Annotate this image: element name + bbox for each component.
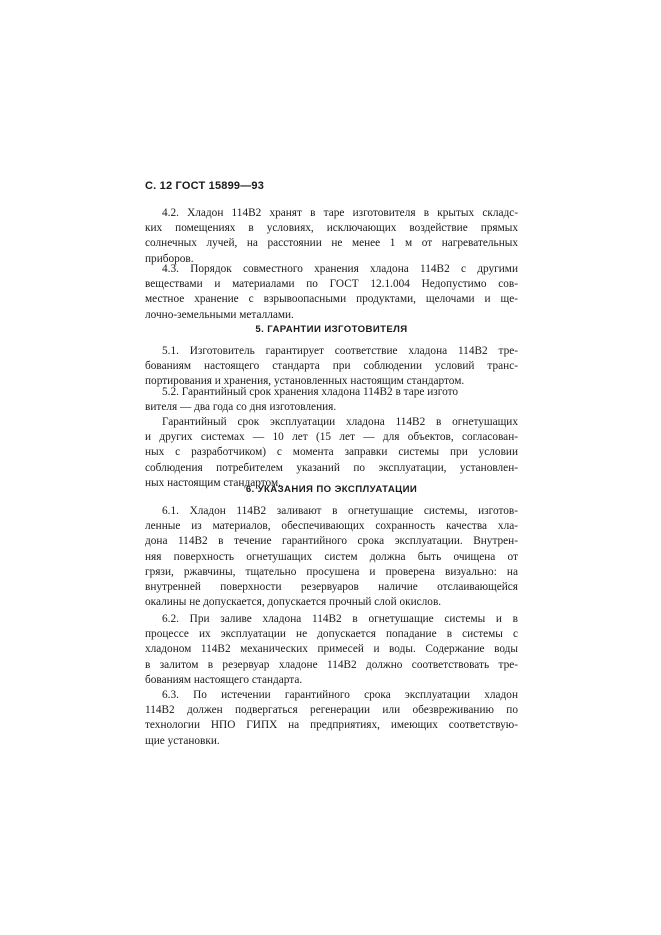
text-line: в залитом в резервуар хладоне 114В2 должно соответствовать тре-	[145, 658, 518, 671]
text-line: няя поверхность огнетушащих систем должна быть очищена от	[145, 550, 518, 563]
section-6-title: 6. УКАЗАНИЯ ПО ЭКСПЛУАТАЦИИ	[245, 484, 418, 495]
paragraph-4-3	[145, 262, 518, 323]
text-line: ных настоящим стандартом.	[145, 476, 281, 489]
paragraph-6-1	[145, 504, 518, 610]
section-5-title: 5. ГАРАНТИИ ИЗГОТОВИТЕЛЯ	[255, 324, 408, 335]
text-line: веществами и материалами по ГОСТ 12.1.004 Недопустимо сов-	[145, 278, 518, 291]
text-line: ленные из материалов, обеспечивающих сохранность качества хла-	[145, 520, 518, 533]
text-line: щие установки.	[145, 734, 220, 747]
text-line: и других системах — 10 лет (15 лет — для объектов, согласован-	[145, 431, 518, 444]
paragraph-6-3	[145, 688, 518, 749]
text-line: 6.1. Хладон 114В2 заливают в огнетушащие системы, изготов-	[162, 505, 518, 517]
text-line: портирования и хранения, установленных настоящим стандартом.	[145, 375, 465, 388]
text-line: 114В2 должен подвергаться регенерации или обезвреживанию по	[145, 704, 518, 717]
text-line: солнечных лучей, на расстоянии не менее 1 м от нагревательных	[145, 237, 518, 250]
text-line: Гарантийный срок эксплуатации хладона 114В2 в огнетушащих	[162, 416, 518, 428]
text-line: вителя — два года со дня изготовления.	[145, 401, 337, 414]
text-line: приборов.	[145, 252, 194, 265]
text-line: 6.3. По истечении гарантийного срока эксплуатации хладон	[162, 689, 518, 701]
text-line: местное хранение с взрывоопасными продуктами, щелочами и ще-	[145, 293, 518, 306]
text-line: 6.2. При заливе хладона 114В2 в огнетушащие системы и в	[162, 613, 518, 625]
paragraph-5-2-warranty	[145, 415, 518, 491]
text-line: соблюдения потребителем указаний по эксплуатации, установлен-	[145, 461, 518, 474]
paragraph-5-1	[145, 344, 518, 390]
text-line: 5.2. Гарантийный срок хранения хладона 114В2 в таре изгото	[162, 386, 459, 398]
text-line: 4.3. Порядок совместного хранения хладона 114В2 с другими	[162, 263, 518, 275]
text-line: лочно-земельными металлами.	[145, 308, 294, 321]
text-line: технологии НПО ГИПХ на предприятиях, имеющих соответствую-	[145, 719, 518, 732]
text-line: бованиям настоящего стандарта.	[145, 673, 303, 686]
text-line: бованиям настоящего стандарта при соблюдении условий транс-	[145, 360, 518, 373]
paragraph-4-2	[145, 206, 518, 267]
paragraph-5-2	[145, 385, 518, 415]
text-line: ных с разработчиком) с момента заправки системы при условии	[145, 446, 518, 459]
text-line: грязи, ржавчины, тщательно просушена и проверена визуально: на	[145, 565, 518, 578]
text-line: внутренней поверхности резервуаров наличие отслаивающейся	[145, 581, 518, 594]
text-line: хладоном 114В2 механических примесей и воды. Содержание воды	[145, 643, 518, 656]
text-line: ких помещениях в условиях, исключающих воздействие прямых	[145, 222, 518, 235]
text-line: дона 114В2 в течение гарантийного срока эксплуатации. Внутрен-	[145, 535, 518, 548]
page-header: С. 12 ГОСТ 15899—93	[145, 180, 265, 192]
text-line: 4.2. Хладон 114В2 хранят в таре изготовителя в крытых складс-	[162, 207, 518, 219]
paragraph-6-2	[145, 612, 518, 688]
text-line: 5.1. Изготовитель гарантирует соответствие хладона 114В2 тре-	[162, 345, 518, 357]
text-line: процессе их эксплуатации не допускается попадание в системы с	[145, 628, 518, 641]
text-line: окалины не допускается, допускается прочный слой окислов.	[145, 596, 442, 609]
